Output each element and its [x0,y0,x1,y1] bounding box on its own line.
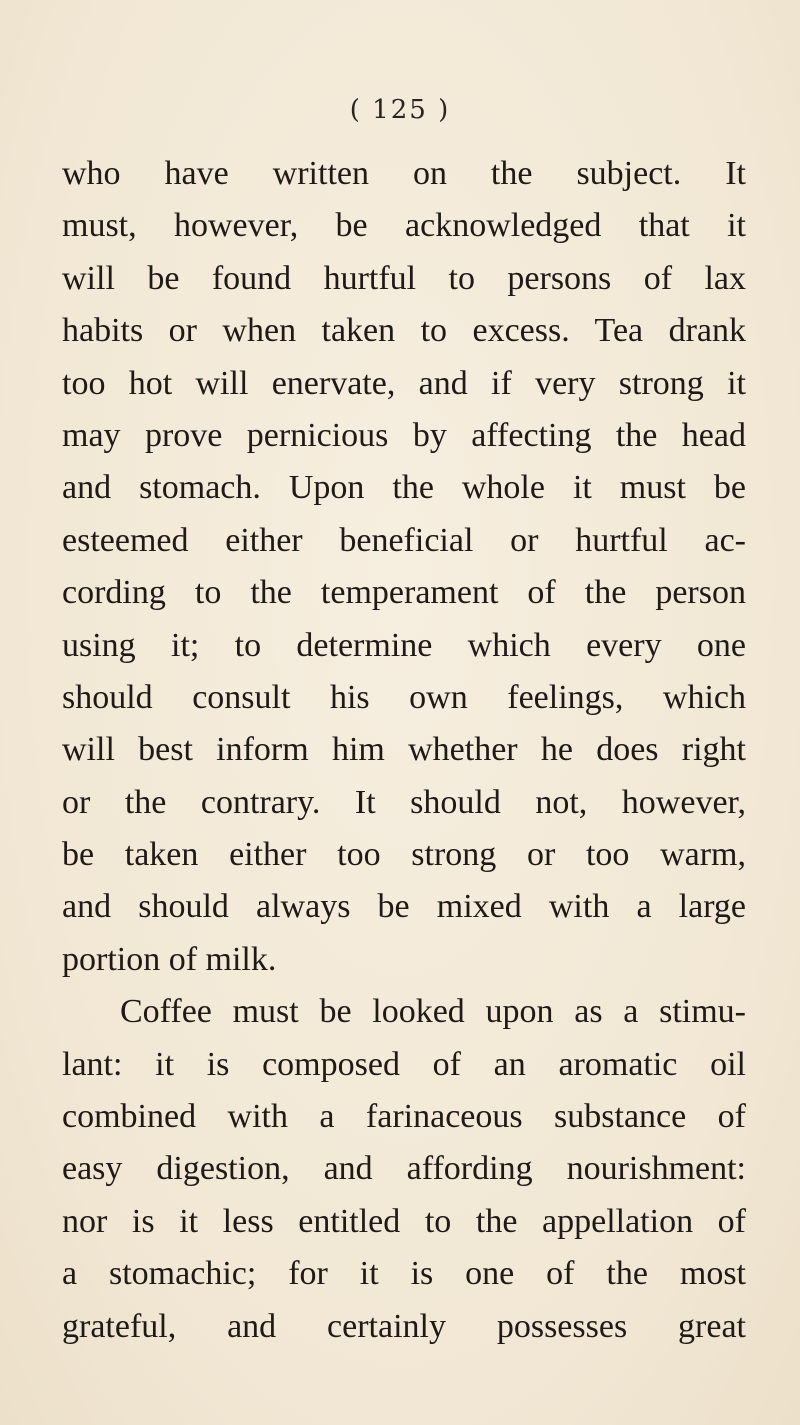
text-line: cording to the temperament of the person [62,574,746,612]
text-line: who have written on the subject. It [62,155,746,192]
text-line: combined with a farinaceous substance of [62,1098,746,1136]
text-line: portion of milk. [62,940,277,978]
text-line: esteemed either beneficial or hurtful ac- [62,521,746,559]
text-line: or the contrary. It should not, however, [62,783,746,821]
text-line: lant: it is composed of an aromatic oil [62,1045,746,1083]
text-line: nor is it less entitled to the appellation of [62,1202,746,1240]
text-line: and should always be mixed with a large [62,888,746,926]
text-line: habits or when taken to excess. Tea drank [62,312,746,350]
text-line: will best inform him whether he does right [62,731,746,769]
body-text [62,148,746,1353]
text-line: and stomach. Upon the whole it must be [62,469,746,507]
text-line: easy digestion, and affording nourishment: [62,1150,746,1188]
text-line: a stomachic; for it is one of the most [62,1255,746,1293]
page-number-header: ( 125 ) [349,95,451,125]
text-line: must, however, be acknowledged that it [62,207,746,245]
text-line: may prove pernicious by affecting the head [62,416,746,454]
text-line: will be found hurtful to persons of lax [62,259,746,297]
text-line: grateful, and certainly possesses great [62,1307,746,1345]
text-line: using it; to determine which every one [62,626,746,664]
text-line: be taken either too strong or too warm, [62,836,746,874]
text-line: should consult his own feelings, which [62,678,746,716]
text-line: too hot will enervate, and if very strong it [62,364,746,402]
text-line: Coffee must be looked upon as a stimu- [120,993,746,1031]
